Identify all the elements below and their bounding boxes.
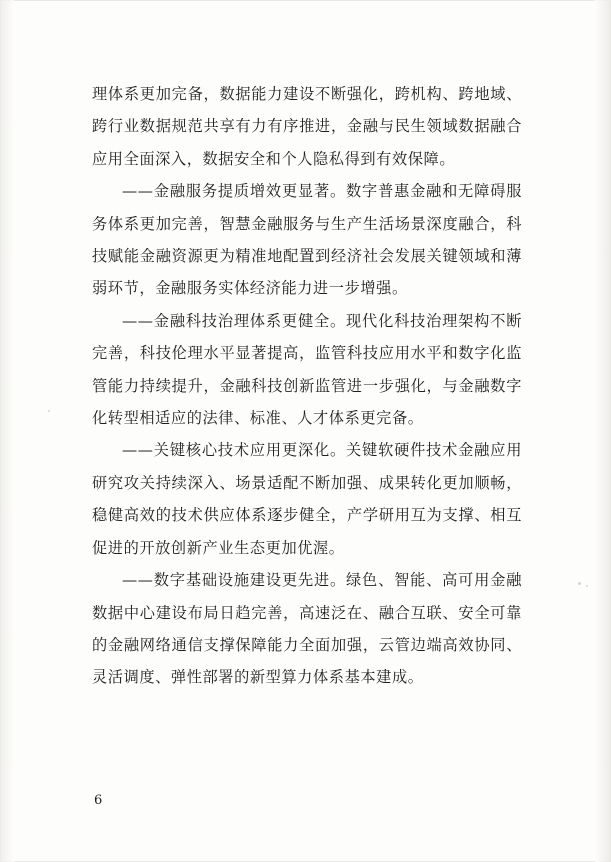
document-body xyxy=(92,78,522,694)
paragraph: ——金融服务提质增效更显著。数字普惠金融和无障碍服务体系更加完善，智慧金融服务与生产生活场景深度融合，科技赋能金融资源更为精准地配置到经济社会发展关键领域和薄弱环节，金融服务实体经济能力进一步增强。 xyxy=(92,182,522,298)
scan-speck xyxy=(48,410,50,412)
page-number: 6 xyxy=(94,793,103,808)
page-right-edge-shadow xyxy=(595,0,611,862)
paragraph: ——金融科技治理体系更健全。现代化科技治理架构不断完善，科技伦理水平显著提高，监管科技应用水平和数字化监管能力持续提升，金融科技创新监管进一步强化，与金融数字化转型相适应的法律、标准、人才体系更完备。 xyxy=(92,311,522,428)
paragraph: ——数字基础设施建设更先进。绿色、智能、高可用金融数据中心建设布局日趋完善，高速泛在、融合互联、安全可靠的金融网络通信支撑保障能力全面加强，云管边端高效协同、灵活调度、弹性部署的新型算力体系基本建成。 xyxy=(92,571,522,687)
paragraph: 理体系更加完备，数据能力建设不断强化，跨机构、跨地域、跨行业数据规范共享有力有序推进，金融与民生领域数据融合应用全面深入，数据安全和个人隐私得到有效保障。 xyxy=(92,85,522,168)
page-left-edge-shadow xyxy=(0,0,14,862)
scan-speck xyxy=(578,582,581,585)
scan-speck xyxy=(586,585,588,587)
paragraph: ——关键核心技术应用更深化。关键软硬件技术金融应用研究攻关持续深入、场景适配不断加强、成果转化更加顺畅，稳健高效的技术供应体系逐步健全，产学研用互为支撑、相互促进的开放创新产业生态更加优渥。 xyxy=(92,441,522,557)
